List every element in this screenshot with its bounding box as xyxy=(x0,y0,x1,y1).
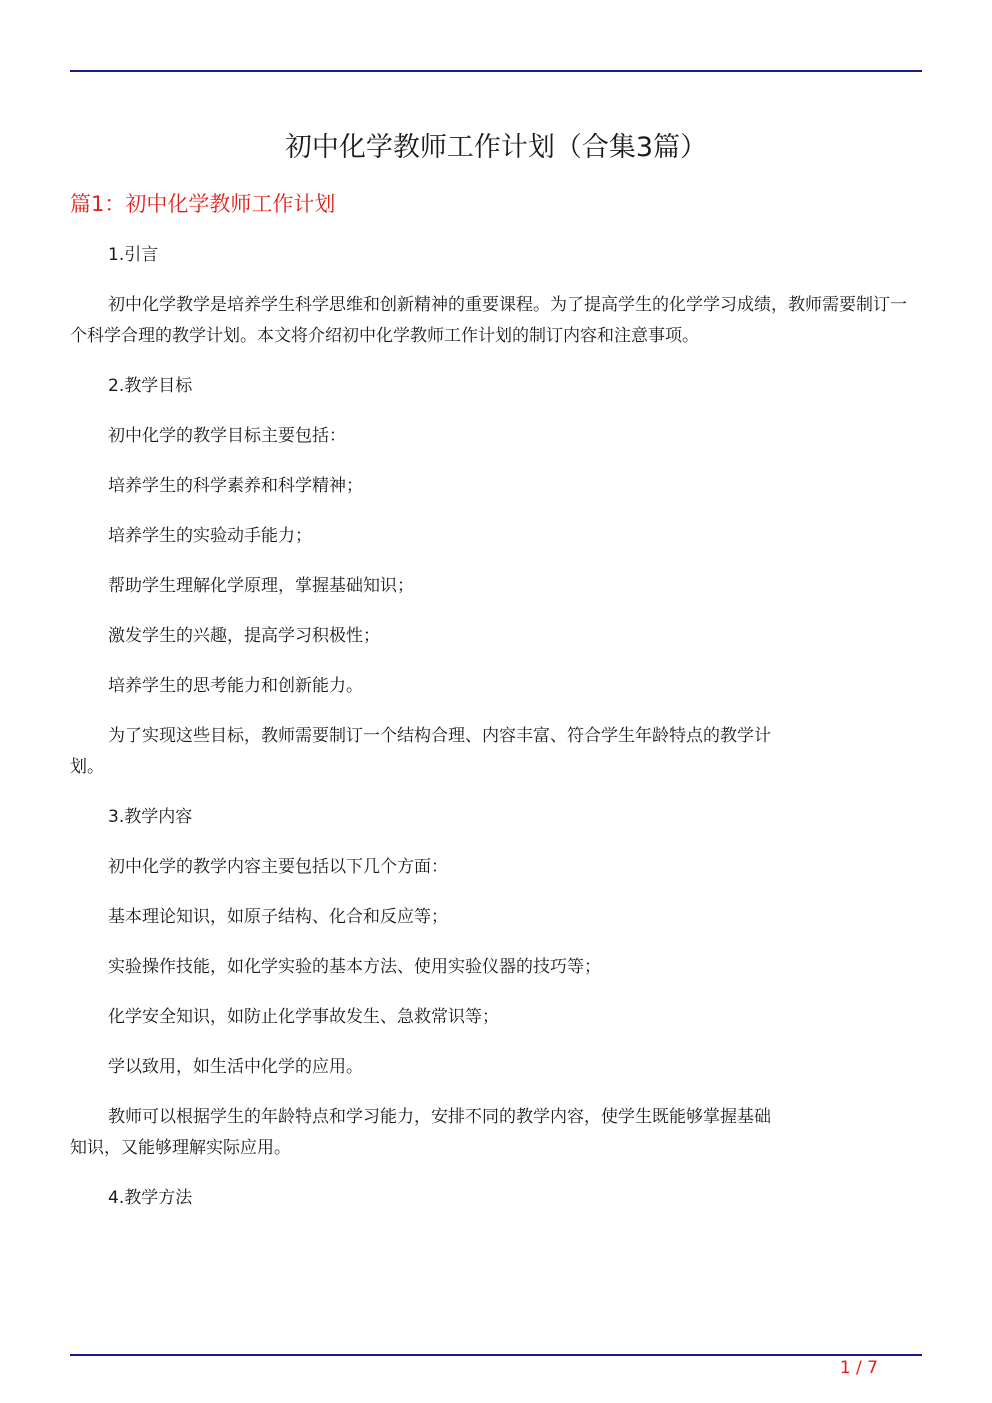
paragraph-intro: 初中化学教学是培养学生科学思维和创新精神的重要课程。为了提高学生的化学学习成绩，教师需要制订一个科学合理的教学计划。本文将介绍初中化学教师工作计划的制订内容和注意事项。 xyxy=(70,295,907,346)
document-body xyxy=(70,240,922,1233)
paragraph-intro-heading: 1.引言 xyxy=(108,245,159,265)
paragraph: 帮助学生理解化学原理，掌握基础知识； xyxy=(108,576,414,596)
paragraph: 初中化学的教学目标主要包括： xyxy=(108,426,346,446)
paragraph: 初中化学的教学内容主要包括以下几个方面： xyxy=(108,857,448,877)
header-rule xyxy=(70,70,922,72)
paragraph: 学以致用，如生活中化学的应用。 xyxy=(108,1057,363,1077)
paragraph: 培养学生的实验动手能力； xyxy=(108,526,312,546)
paragraph: 为了实现这些目标，教师需要制订一个结构合理、内容丰富、符合学生年龄特点的教学计划。 xyxy=(70,726,771,777)
paragraph: 基本理论知识，如原子结构、化合和反应等； xyxy=(108,907,448,927)
paragraph-content-heading: 3.教学内容 xyxy=(108,807,193,827)
page-number: 1 / 7 xyxy=(839,1358,878,1378)
paragraph: 激发学生的兴趣，提高学习积极性； xyxy=(108,626,380,646)
paragraph: 培养学生的思考能力和创新能力。 xyxy=(108,676,363,696)
footer-rule xyxy=(70,1354,922,1356)
paragraph-methods-heading: 4.教学方法 xyxy=(108,1188,193,1208)
paragraph: 培养学生的科学素养和科学精神； xyxy=(108,476,363,496)
document-title: 初中化学教师工作计划（合集3篇） xyxy=(284,132,708,163)
paragraph-goals-heading: 2.教学目标 xyxy=(108,376,193,396)
section-heading: 篇1：初中化学教师工作计划 xyxy=(70,192,336,216)
paragraph: 教师可以根据学生的年龄特点和学习能力，安排不同的教学内容，使学生既能够掌握基础知识，又能够理解实际应用。 xyxy=(70,1107,771,1158)
paragraph: 实验操作技能，如化学实验的基本方法、使用实验仪器的技巧等； xyxy=(108,957,601,977)
paragraph: 化学安全知识，如防止化学事故发生、急救常识等； xyxy=(108,1007,499,1027)
